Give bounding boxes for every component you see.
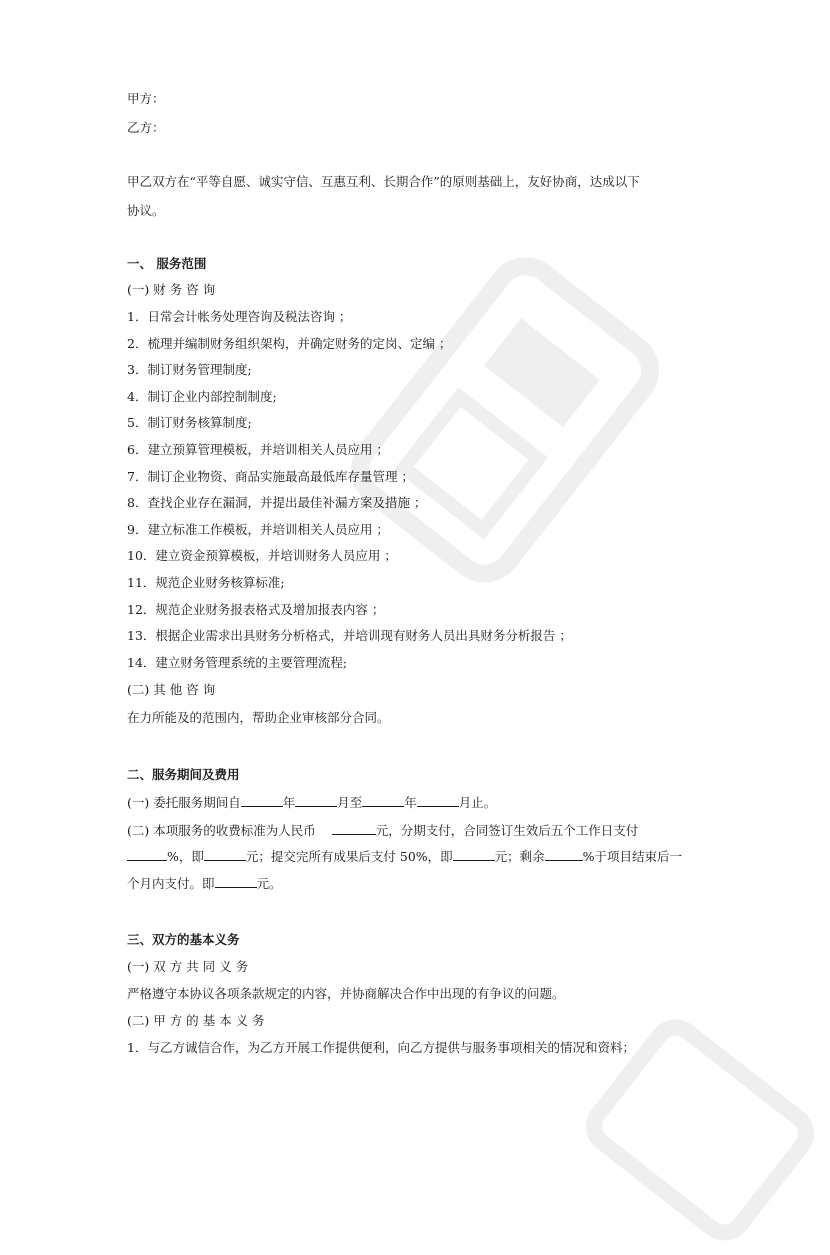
section-1-sub-1: (一) 财 务 咨 询 <box>127 282 216 297</box>
service-item: 13．根据企业需求出具财务分析格式，并培训现有财务人员出具财务分析报告 ； <box>127 628 572 643</box>
fee-prefix: (二) 本项服务的收费标准为人民币 <box>127 823 316 838</box>
fee-end: %于项目结束后一 <box>582 849 683 864</box>
blank-fee-total[interactable] <box>332 822 376 835</box>
blank-end-year[interactable] <box>362 794 404 807</box>
service-item: 12．规范企业财务报表格式及增加报表内容 ； <box>127 602 385 617</box>
service-item: 3．制订财务管理制度; <box>127 362 252 377</box>
period-year-2: 年 <box>404 795 417 810</box>
section-3-title: 三、双方的基本义务 <box>127 932 240 947</box>
fee-line-2 <box>127 848 682 865</box>
section-3-sub-2: (二) 甲 方 的 基 本 义 务 <box>127 1013 265 1028</box>
blank-second-amount[interactable] <box>453 848 495 861</box>
party-a-obligation-1: 1．与乙方诚信合作，为乙方开展工作提供便利，向乙方提供与服务事项相关的情况和资料； <box>127 1040 635 1055</box>
party-b-label: 乙方： <box>127 120 165 135</box>
fee-line-1 <box>127 822 638 839</box>
period-year-1: 年 <box>282 795 296 810</box>
service-item: 1．日常会计帐务处理咨询及税法咨询 ； <box>127 309 352 324</box>
fee-mid: 元，分期支付，合同签订生效后五个工作日支付 <box>375 823 639 838</box>
service-item: 2．梳理并编制财务组织架构，并确定财务的定岗、定编 ； <box>127 336 452 351</box>
blank-final-amount[interactable] <box>215 875 257 888</box>
blank-first-percent[interactable] <box>127 848 167 861</box>
section-1-sub-2: (二) 其 他 咨 询 <box>127 682 216 697</box>
blank-start-year[interactable] <box>241 794 283 807</box>
preamble-line-1: 甲乙双方在“平等自愿、诚实守信、互惠互利、长期合作”的原则基础上，友好协商，达成以下 <box>127 174 640 189</box>
blank-remaining-percent[interactable] <box>545 848 583 861</box>
blank-end-month[interactable] <box>417 794 459 807</box>
period-month-1: 月至 <box>337 795 363 810</box>
fee-line-3 <box>127 875 282 892</box>
service-item: 10．建立资金预算模板，并培训财务人员应用 ； <box>127 548 397 563</box>
fee-l3-end: 元。 <box>256 876 282 891</box>
service-item: 14．建立财务管理系统的主要管理流程; <box>127 655 348 670</box>
service-item: 6．建立预算管理模板，并培训相关人员应用 ； <box>127 442 389 457</box>
preamble-line-2: 协议。 <box>127 203 165 218</box>
common-obligation-text: 严格遵守本协议各项条款规定的内容，并协商解决合作中出现的有争议的问题。 <box>127 986 565 1001</box>
service-item: 9．建立标准工作模板，并培训相关人员应用 ； <box>127 522 389 537</box>
service-period-line <box>127 794 496 811</box>
section-3-sub-1: (一) 双 方 共 同 义 务 <box>127 959 249 974</box>
fee-second: 元；提交完所有成果后支付 50%，即 <box>245 849 453 864</box>
blank-first-amount[interactable] <box>204 848 246 861</box>
other-consulting-text: 在力所能及的范围内，帮助企业审核部分合同。 <box>127 710 390 725</box>
party-a-label: 甲方： <box>127 91 165 106</box>
service-item: 7．制订企业物资、商品实施最高最低库存量管理 ； <box>127 469 414 484</box>
service-item: 5．制订财务核算制度; <box>127 415 252 430</box>
period-prefix: (一) 委托服务期间自 <box>127 795 241 810</box>
fee-remaining: 元；剩余 <box>494 849 545 864</box>
fee-pct: %，即 <box>167 849 204 864</box>
service-item: 4．制订企业内部控制制度; <box>127 389 277 404</box>
period-end: 月止。 <box>458 795 497 810</box>
fee-l3-prefix: 个月内支付。即 <box>127 876 215 891</box>
section-2-title: 二、服务期间及费用 <box>127 767 240 782</box>
service-item: 11．规范企业财务核算标准; <box>127 575 285 590</box>
blank-start-month[interactable] <box>295 794 337 807</box>
service-item: 8．查找企业存在漏洞，并提出最佳补漏方案及措施 ； <box>127 495 427 510</box>
section-1-title: 一、 服务范围 <box>127 256 207 271</box>
